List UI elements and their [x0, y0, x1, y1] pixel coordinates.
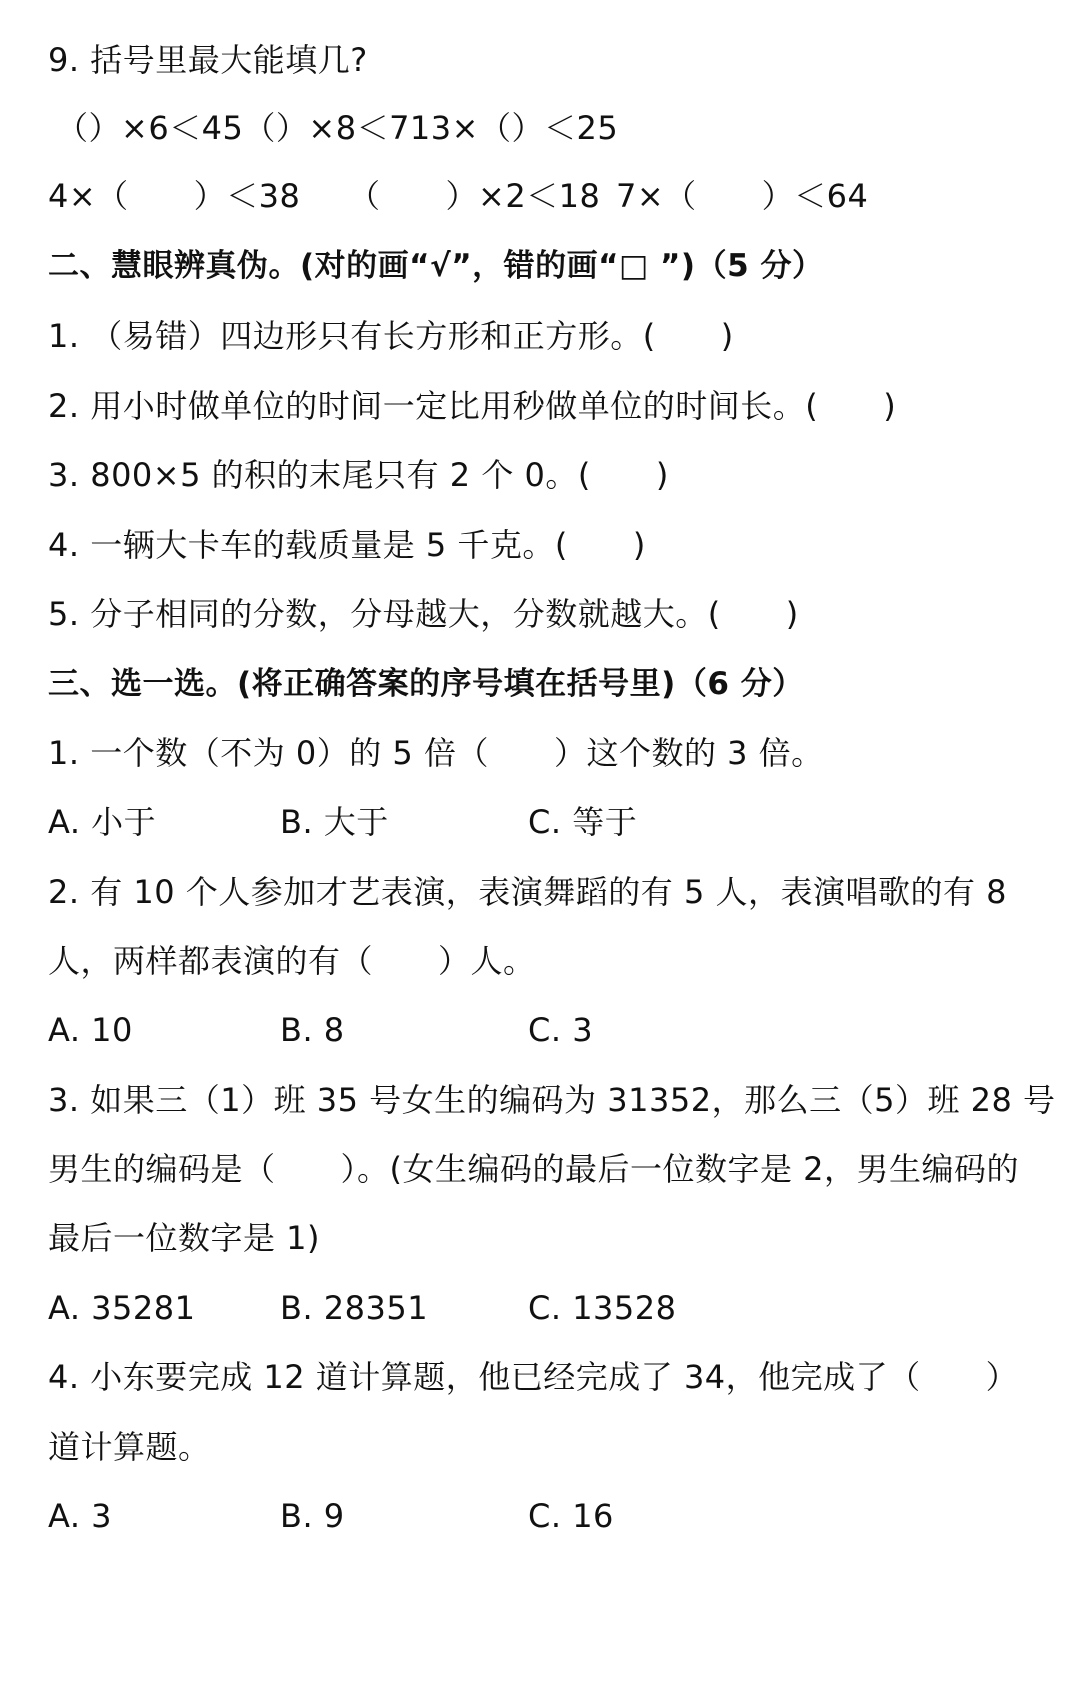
s3-q3-line3: 最后一位数字是 1)	[48, 1219, 321, 1257]
s3-q1-text: 1. 一个数（不为 0）的 5 倍（ ）这个数的 3 倍。	[48, 734, 824, 772]
section3-heading: 三、选一选。(将正确答案的序号填在括号里)（6 分）	[48, 666, 804, 702]
q9-row1: （）×6＜45（）×8＜713×（）＜25	[56, 109, 619, 147]
s3-q2-option-b: B. 8	[280, 1011, 345, 1049]
s3-q2-option-c: C. 3	[528, 1011, 594, 1049]
s3-q4-options	[48, 1496, 614, 1536]
s3-q2-option-a: A. 10	[48, 1011, 133, 1049]
s3-q4-line2: 道计算题。	[48, 1428, 211, 1466]
s3-q2-line2: 人，两样都表演的有（ ）人。	[48, 942, 536, 980]
s3-q3-line1: 3. 如果三（1）班 35 号女生的编码为 31352，那么三（5）班 28 号	[48, 1081, 1056, 1119]
s3-q1-option-b: B. 大于	[280, 803, 389, 841]
s3-q4-option-b: B. 9	[280, 1497, 345, 1535]
s3-q1-options	[48, 802, 637, 842]
s3-q4-option-c: C. 16	[528, 1497, 614, 1535]
s3-q3-option-b: B. 28351	[280, 1289, 429, 1327]
q9-row2	[48, 176, 868, 216]
section2-item-2: 2. 用小时做单位的时间一定比用秒做单位的时间长。( )	[48, 387, 897, 425]
s3-q1-option-c: C. 等于	[528, 803, 638, 841]
q9-row2-item-2: （ ）×2＜18	[348, 177, 601, 215]
s3-q3-options	[48, 1288, 676, 1328]
section2-item-5: 5. 分子相同的分数，分母越大，分数就越大。( )	[48, 595, 799, 633]
section2-heading: 二、慧眼辨真伪。(对的画“√”，错的画“□ ”)（5 分）	[48, 248, 824, 284]
s3-q3-option-a: A. 35281	[48, 1289, 196, 1327]
s3-q2-options	[48, 1010, 593, 1050]
section2-item-1: 1. （易错）四边形只有长方形和正方形。( )	[48, 317, 734, 355]
section2-item-4: 4. 一辆大卡车的载质量是 5 千克。( )	[48, 526, 646, 564]
q9-title: 9. 括号里最大能填几?	[48, 41, 368, 79]
s3-q4-line1: 4. 小东要完成 12 道计算题，他已经完成了 34，他完成了（ ）	[48, 1358, 1019, 1396]
section2-item-3: 3. 800×5 的积的末尾只有 2 个 0。( )	[48, 456, 669, 494]
s3-q3-option-c: C. 13528	[528, 1289, 677, 1327]
s3-q4-option-a: A. 3	[48, 1497, 113, 1535]
s3-q1-option-a: A. 小于	[48, 803, 157, 841]
q9-row2-item-3: 7×（ ）＜64	[616, 177, 869, 215]
q9-row2-item-1: 4×（ ）＜38	[48, 177, 301, 215]
s3-q3-line2: 男生的编码是（ ）。(女生编码的最后一位数字是 2，男生编码的	[48, 1150, 1020, 1188]
s3-q2-line1: 2. 有 10 个人参加才艺表演，表演舞蹈的有 5 人，表演唱歌的有 8	[48, 873, 1008, 911]
